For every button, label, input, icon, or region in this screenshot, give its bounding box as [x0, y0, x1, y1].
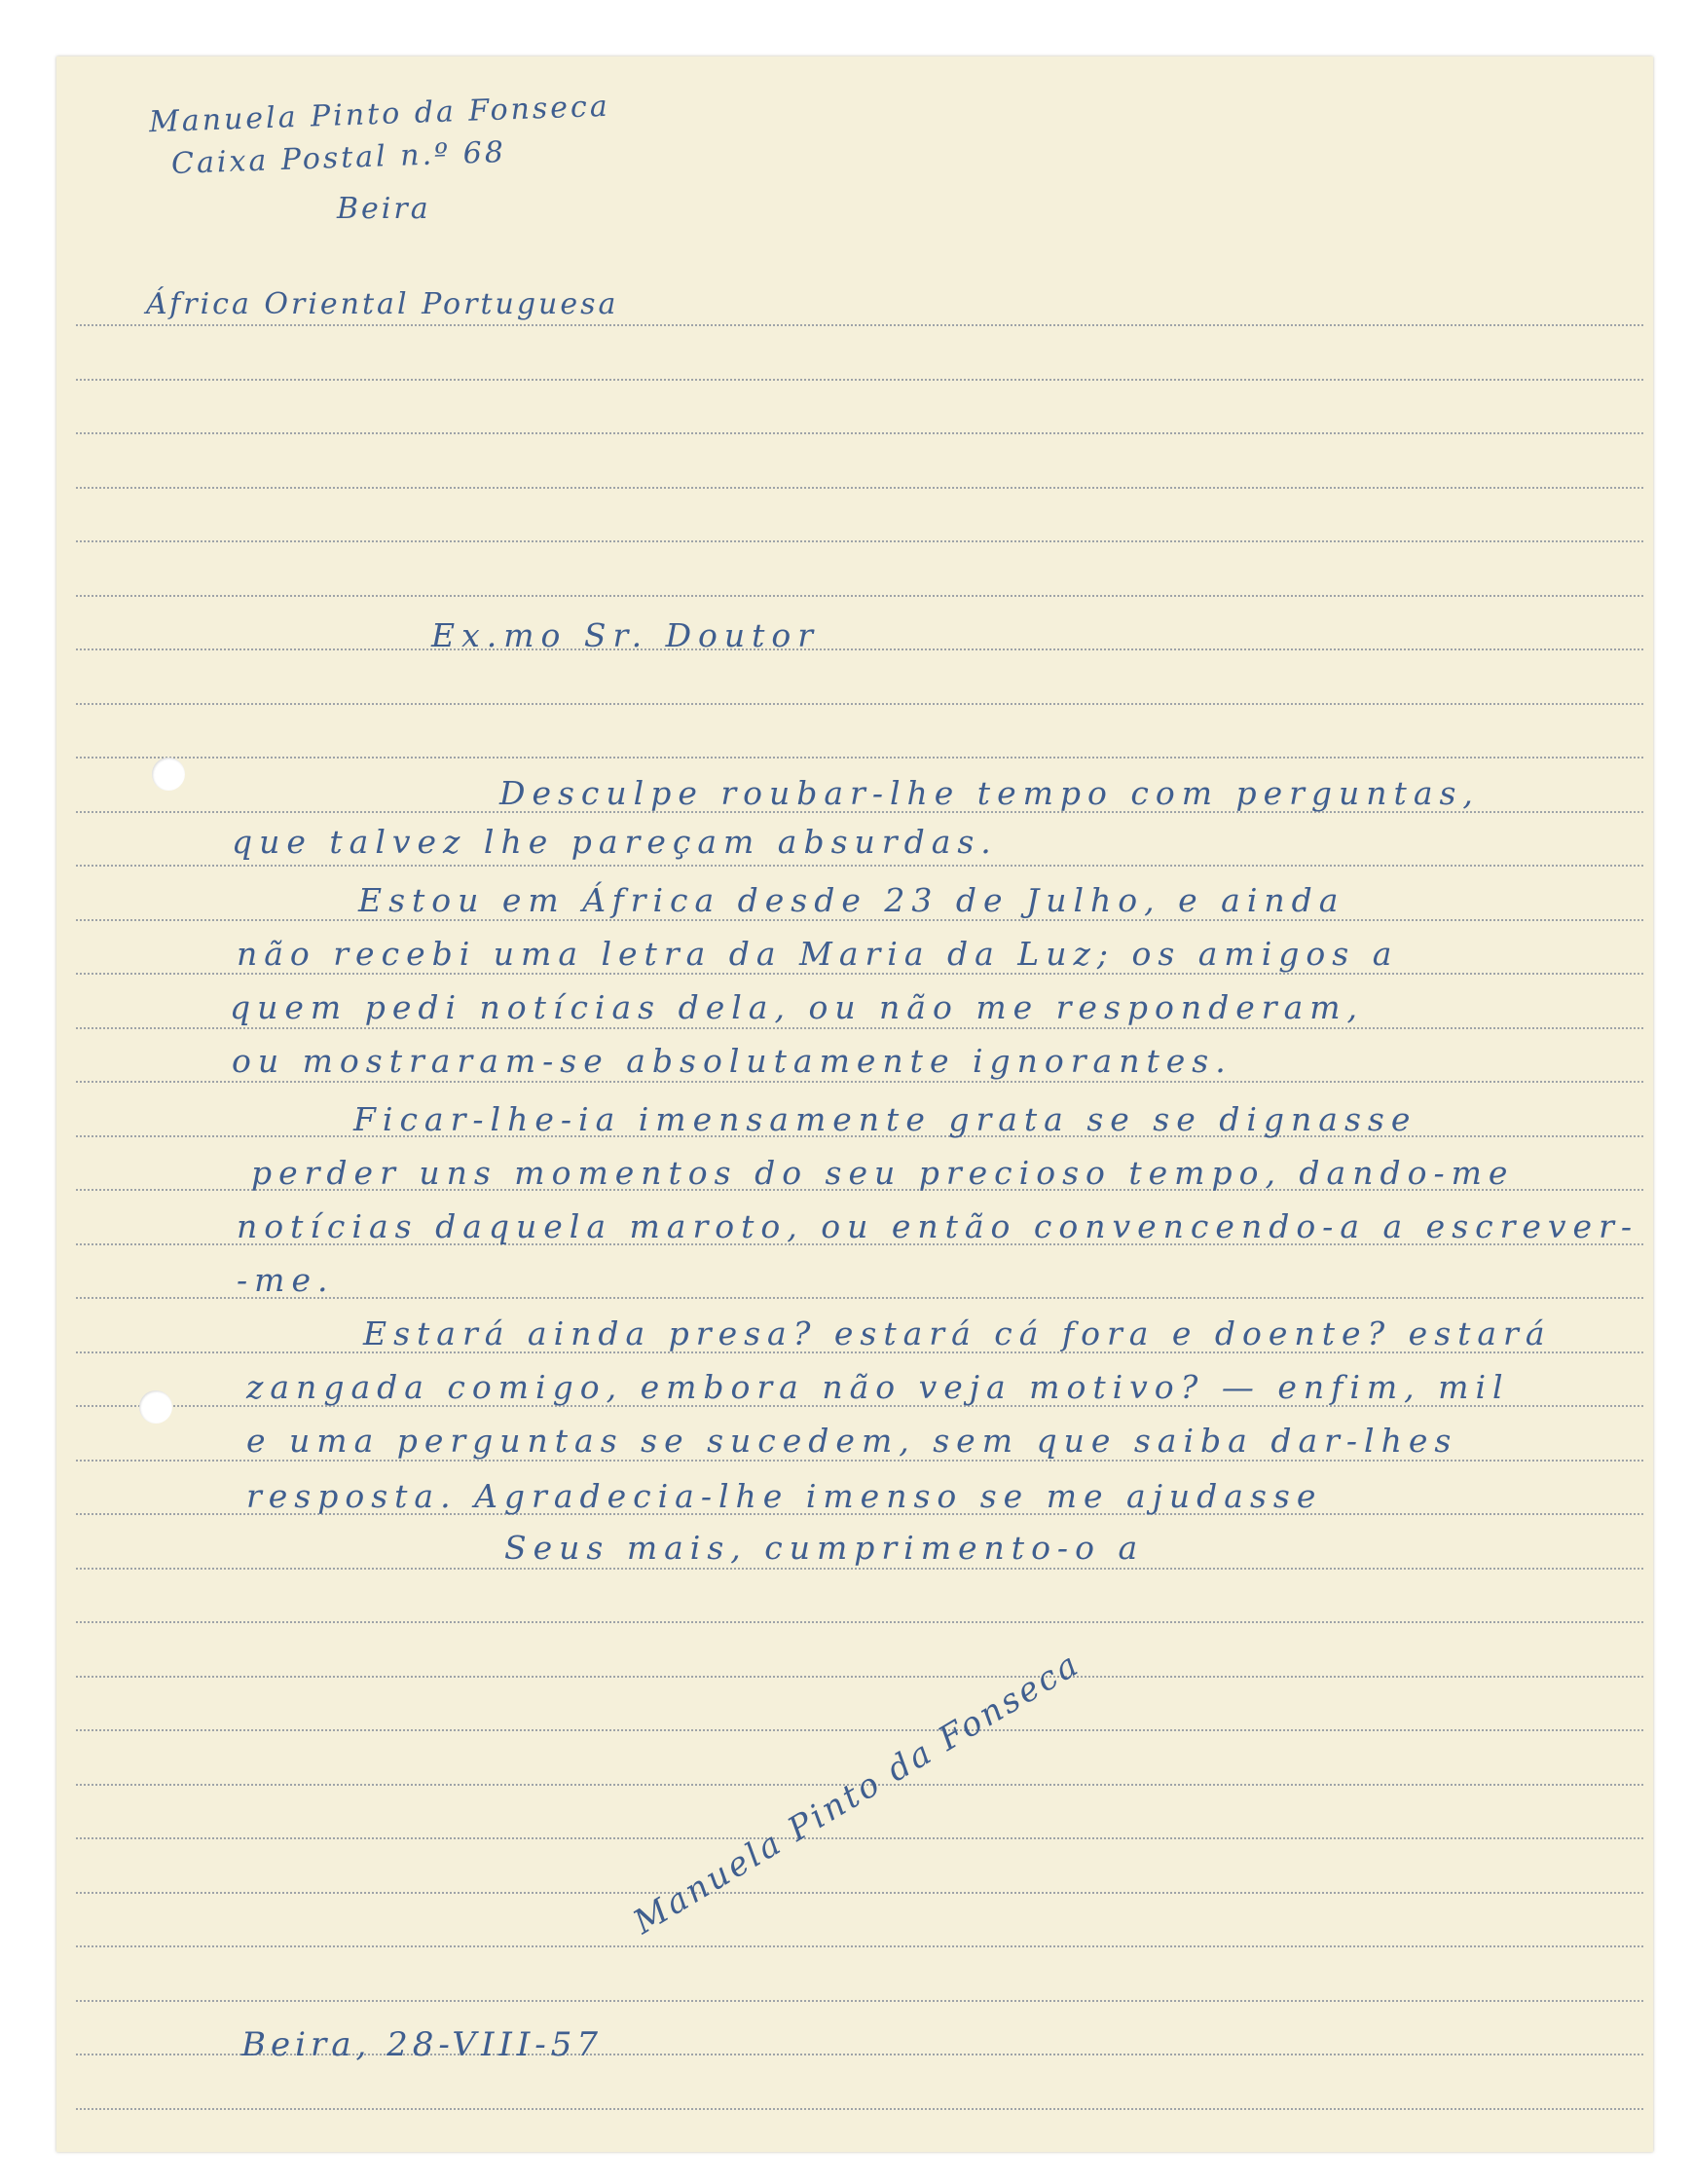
- ruled-line: [76, 757, 1643, 759]
- ruled-line: [76, 595, 1643, 597]
- ruled-line: [76, 487, 1643, 489]
- body-line: -me.: [237, 1261, 335, 1299]
- ruled-line: [76, 1027, 1643, 1029]
- dateline: Beira, 28-VIII-57: [241, 2025, 603, 2064]
- ruled-line: [76, 2108, 1643, 2110]
- body-line: ou mostraram-se absolutamente ignorantes.: [232, 1042, 1233, 1080]
- punch-hole-lower: [139, 1390, 172, 1424]
- body-line: quem pedi notícias dela, ou não me responderam,: [230, 988, 1365, 1026]
- ruled-line: [76, 2000, 1643, 2002]
- sender-city: Beira: [337, 192, 431, 226]
- body-line: Seus mais, cumprimento-o a: [504, 1529, 1145, 1567]
- ruled-line: [76, 1676, 1643, 1678]
- body-line: e uma perguntas se sucedem, sem que saiba dar-lhes: [246, 1422, 1458, 1460]
- ruled-line: [76, 703, 1643, 705]
- body-line: Estará ainda presa? estará cá fora e doente? estará: [363, 1314, 1552, 1352]
- body-line: zangada comigo, embora não veja motivo? — enfim, mil: [246, 1368, 1510, 1406]
- body-line: Ficar-lhe-ia imensamente grata se se dignasse: [353, 1100, 1417, 1138]
- body-line: resposta. Agradecia-lhe imenso se me ajudasse: [246, 1477, 1323, 1515]
- sender-name: Manuela Pinto da Fonseca: [148, 89, 611, 140]
- ruled-line: [76, 648, 1643, 650]
- ruled-line: [76, 973, 1643, 975]
- ruled-line: [76, 1081, 1643, 1083]
- sender-address: Caixa Postal n.º 68: [170, 135, 507, 181]
- ruled-line: [76, 1568, 1643, 1570]
- ruled-line: [76, 379, 1643, 381]
- salutation: Ex.mo Sr. Doutor: [431, 616, 821, 654]
- body-line: notícias daquela maroto, ou então convencendo-a a escrever-: [237, 1207, 1639, 1245]
- body-line: Estou em África desde 23 de Julho, e ainda: [358, 881, 1345, 919]
- ruled-line: [76, 1460, 1643, 1462]
- body-line: perder uns momentos do seu precioso tempo, dando-me: [251, 1154, 1515, 1192]
- ruled-line: [76, 540, 1643, 542]
- ruled-line: [76, 432, 1643, 434]
- ruled-line: [76, 1729, 1643, 1731]
- ruled-line: [76, 1892, 1643, 1894]
- punch-hole-upper: [152, 758, 185, 791]
- body-line: que talvez lhe pareçam absurdas.: [232, 823, 998, 861]
- body-line: não recebi uma letra da Maria da Luz; os amigos a: [237, 935, 1399, 973]
- letter-page: [56, 56, 1653, 2152]
- ruled-line: [76, 919, 1643, 921]
- ruled-line: [76, 865, 1643, 867]
- ruled-line: [76, 324, 1643, 326]
- ruled-line: [76, 1621, 1643, 1623]
- sender-country: África Oriental Portuguesa: [146, 287, 619, 321]
- ruled-line: [76, 1945, 1643, 1947]
- signature: Manuela Pinto da Fonseca: [626, 1644, 1087, 1943]
- body-line: Desculpe roubar-lhe tempo com perguntas,: [499, 774, 1480, 812]
- ruled-line: [76, 1837, 1643, 1839]
